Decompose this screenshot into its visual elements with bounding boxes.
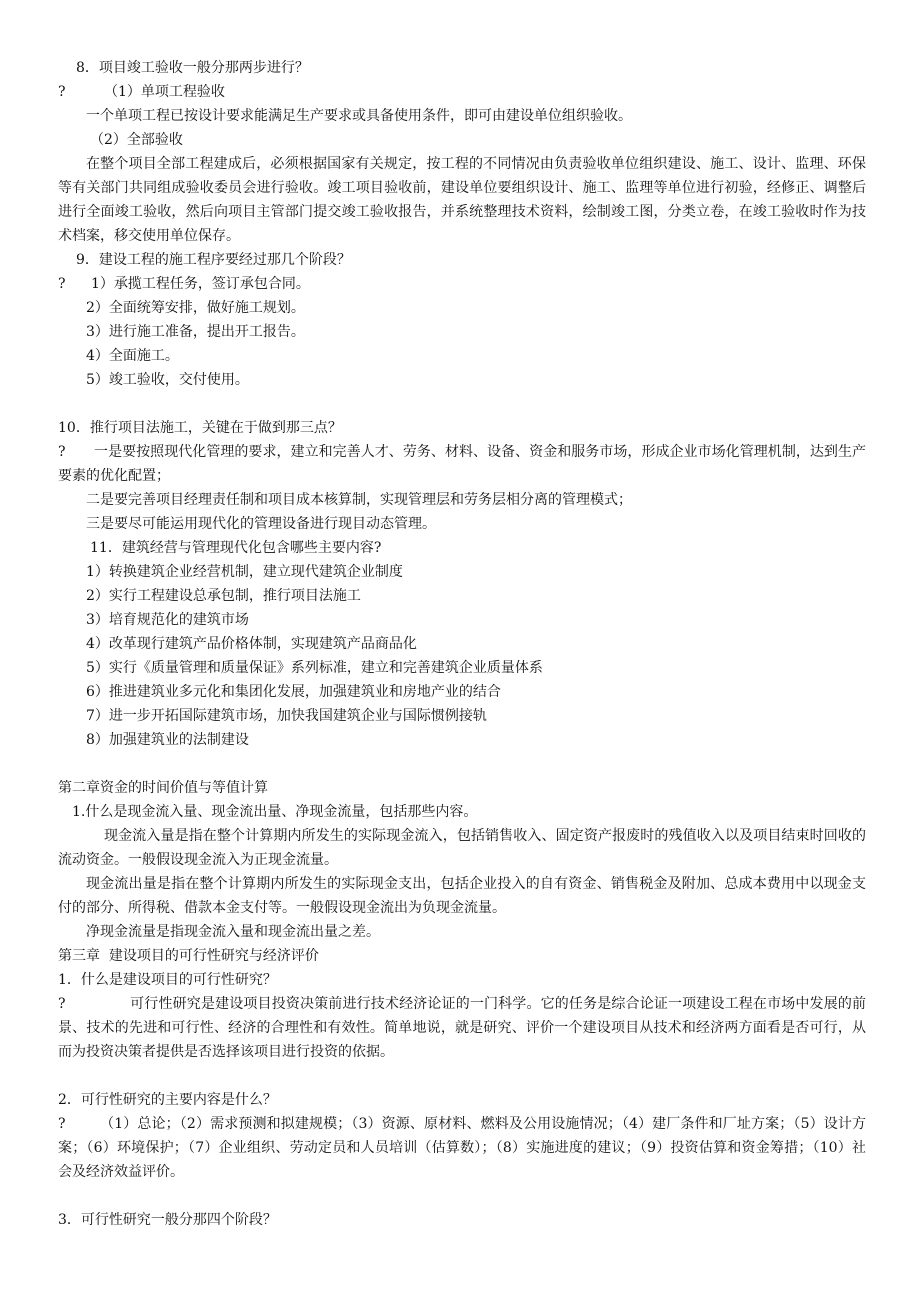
answer-11-item-2: 2）实行工程建设总承包制，推行项目法施工 <box>86 588 361 604</box>
question-mark: ? <box>58 276 66 292</box>
answer-11-item-4: 4）改革现行建筑产品价格体制，实现建筑产品商品化 <box>86 636 417 652</box>
question-9: 9．建设工程的施工程序要经过那几个阶段？ <box>76 252 351 268</box>
answer-11-item-6: 6）推进建筑业多元化和集团化发展，加强建筑业和房地产业的结合 <box>86 684 501 700</box>
question-mark: ? <box>58 996 66 1012</box>
question-mark: ? <box>58 1116 66 1132</box>
chapter-2-paragraph-1: 现金流入量是指在整个计算期内所发生的实际现金流入，包括销售收入、固定资产报废时的残值收入以及项目结束时回收的流动资金。一般假设现金流入为正现金流量。 <box>58 828 866 868</box>
answer-8-part-1-body: 一个单项工程已按设计要求能满足生产要求或具备使用条件，即可由建设单位组织验收。 <box>86 108 632 124</box>
chapter-2-title: 第二章资金的时间价值与等值计算 <box>58 780 268 796</box>
chapter-3-answer-2: ? （1）总论；（2）需求预测和拟建规模；（3）资源、原材料、燃料及公用设施情况；（4）建厂条件和厂址方案；（5）设计方案；（6）环境保护；（7）企业组织、劳动定员和人员培训（估算数）；（8）实施进度的建议；（9）投资估算和资金筹措；（10）社会及经济效益评价。 <box>58 1112 866 1184</box>
chapter-2-paragraph-2: 现金流出量是指在整个计算期内所发生的实际现金支出，包括企业投入的自有资金、销售税金及附加、总成本费用中以现金支付的部分、所得税、借款本金支付等。一般假设现金流出为负现金流量。 <box>58 876 866 916</box>
answer-11-item-3: 3）培育规范化的建筑市场 <box>86 612 249 628</box>
question-10: 10．推行项目法施工，关键在于做到那三点？ <box>58 420 342 436</box>
spacer <box>58 392 866 416</box>
answer-8-part-2-body: 在整个项目全部工程建成后，必须根据国家有关规定，按工程的不同情况由负责验收单位组织建设、施工、设计、监理、环保等有关部门共同组成验收委员会进行验收。竣工项目验收前，建设单位要组织设计、施工、监理等单位进行初验，经修正、调整后进行全面竣工验收，然后向项目主管部门提交竣工验收报告，并系统整理技术资料，绘制竣工图，分类立卷，在竣工验收时作为技术档案，移交使用单位保存。 <box>58 156 866 244</box>
answer-10-part-1: ? 一是要按照现代化管理的要求，建立和完善人才、劳务、材料、设备、资金和服务市场，形成企业市场化管理机制，达到生产要素的优化配置； <box>58 440 866 488</box>
question-11: 11．建筑经营与管理现代化包含哪些主要内容? <box>90 540 382 556</box>
answer-9-item-3: 3）进行施工准备，提出开工报告。 <box>86 324 305 340</box>
answer-9-item-4: 4）全面施工。 <box>86 348 179 364</box>
spacer <box>58 1064 866 1088</box>
answer-11-item-1: 1）转换建筑企业经营机制，建立现代建筑企业制度 <box>86 564 403 580</box>
chapter-2-question-1: 1.什么是现金流入量、现金流出量、净现金流量，包括那些内容。 <box>72 804 478 820</box>
answer-10-part-3: 三是要尽可能运用现代化的管理设备进行现目动态管理。 <box>86 516 436 532</box>
answer-10-part-2: 二是要完善项目经理责任制和项目成本核算制，实现管理层和劳务层相分离的管理模式； <box>86 492 632 508</box>
question-8: 8．项目竣工验收一般分那两步进行？ <box>76 60 309 76</box>
answer-11-item-7: 7）进一步开拓国际建筑市场，加快我国建筑企业与国际惯例接轨 <box>86 708 487 724</box>
chapter-3-answer-1: ? 可行性研究是建设项目投资决策前进行技术经济论证的一门科学。它的任务是综合论证一项建设工程在市场中发展的前景、技术的先进和可行性、经济的合理性和有效性。简单地说，就是研究、评价一个建设项目从技术和经济两方面看是否可行，从而为投资决策者提供是否选择该项目进行投资的依据。 <box>58 992 866 1064</box>
question-mark: ? <box>58 84 66 100</box>
answer-11-item-8: 8）加强建筑业的法制建设 <box>86 732 249 748</box>
chapter-3-question-3: 3．可行性研究一般分那四个阶段？ <box>58 1212 277 1228</box>
chapter-3-question-2: 2．可行性研究的主要内容是什么？ <box>58 1092 277 1108</box>
answer-9-item-1: ? 1）承揽工程任务，签订承包合同。 <box>58 272 866 296</box>
document-page <box>58 56 866 1232</box>
answer-9-item-2: 2）全面统筹安排，做好施工规划。 <box>86 300 305 316</box>
question-mark: ? <box>58 444 66 460</box>
answer-9-item-5: 5）竣工验收，交付使用。 <box>86 372 249 388</box>
answer-8-part-1-heading: ? （1）单项工程验收 <box>58 80 866 104</box>
answer-8-part-2-heading: （2）全部验收 <box>90 132 183 148</box>
chapter-3-title: 第三章 建设项目的可行性研究与经济评价 <box>58 948 319 964</box>
spacer <box>58 752 866 776</box>
chapter-3-question-1: 1．什么是建设项目的可行性研究？ <box>58 972 277 988</box>
answer-11-item-5: 5）实行《质量管理和质量保证》系列标准，建立和完善建筑企业质量体系 <box>86 660 543 676</box>
spacer <box>58 1184 866 1208</box>
chapter-2-paragraph-3: 净现金流量是指现金流入量和现金流出量之差。 <box>86 924 380 940</box>
